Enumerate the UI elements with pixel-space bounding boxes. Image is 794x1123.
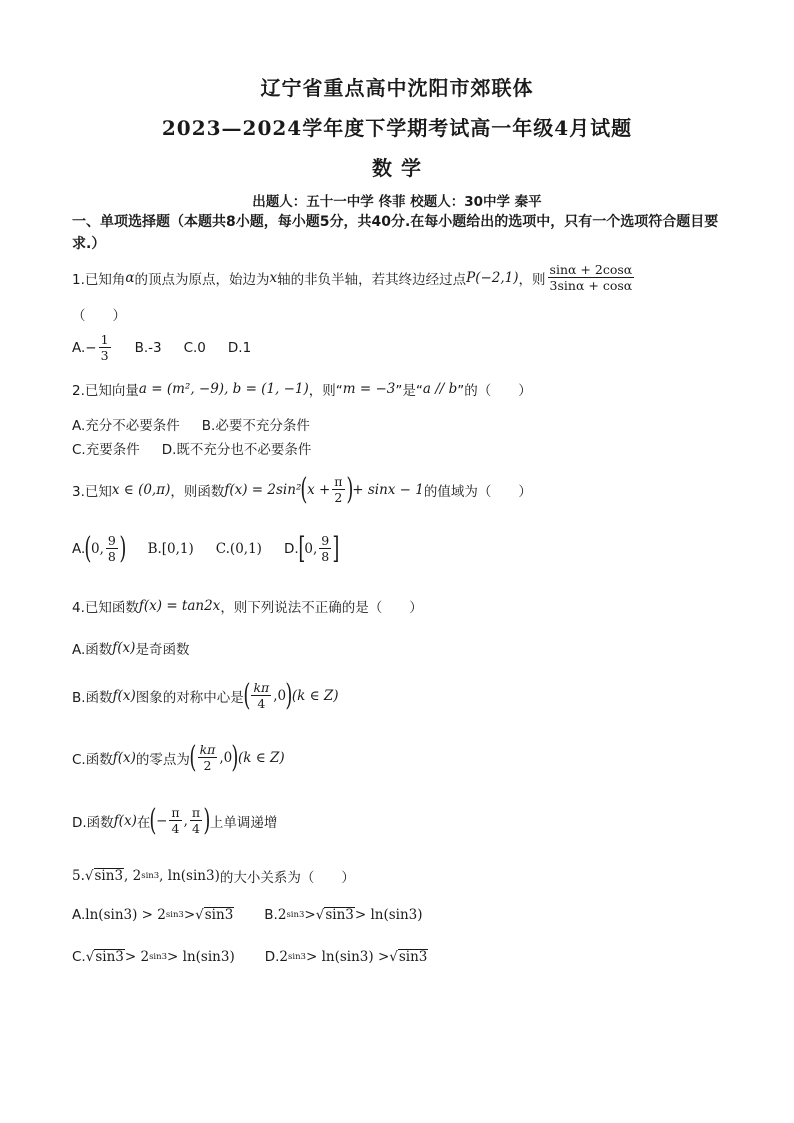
q4-optD-frac1 <box>169 805 181 836</box>
q2-optB: B.必要不充分条件 <box>201 418 310 434</box>
title-term: 2023—2024学年度下学期考试高一年级4月试题 <box>161 116 633 140</box>
q4-optD-frac2 <box>190 805 202 836</box>
q2-text-b: ，则“ <box>308 383 343 399</box>
q4-optD-c: 上单调递增 <box>209 814 278 831</box>
q4-optC-den: 2 <box>203 758 212 773</box>
q1-answer-paren: （ ） <box>72 308 126 324</box>
q3-domain: x ∈ (0,π) <box>111 481 171 498</box>
q1-text-b: 的顶点为原点，始边为 <box>134 271 270 288</box>
q4-optD-den1: 4 <box>171 821 180 836</box>
question-3-stem <box>72 471 532 507</box>
q5-optC-sqrt: √ sin3 <box>85 949 124 965</box>
q4-optB-lparen: ( <box>243 677 251 713</box>
q3-two: 2 <box>334 490 343 505</box>
q4-optB-den: 4 <box>257 696 266 711</box>
q3-optA-zero: 0, <box>91 540 104 557</box>
q5-optA-gt: > <box>183 907 196 923</box>
q3-text-b: ，则函数 <box>170 483 225 500</box>
q5-optA-sqrt: √ sin3 <box>195 907 234 923</box>
q4-optC-b: 的零点为 <box>135 751 190 768</box>
q1-optD: D.1 <box>227 339 252 356</box>
q3-optA-lparen: ( <box>84 530 92 566</box>
q4-optC-f: f(x) <box>112 749 136 766</box>
q3-inner: x + <box>307 481 331 498</box>
q4-optA-f: f(x) <box>112 640 136 656</box>
q5-optD-exp: sin3 <box>288 952 306 962</box>
q2-options-ab <box>72 414 310 434</box>
q4-optD-b: 在 <box>136 814 151 831</box>
q3-optD-num: 9 <box>321 533 330 548</box>
q1-text-d: ，则 <box>518 271 546 288</box>
q4-optC-lparen: ( <box>189 739 197 775</box>
q3-optD-lbracket: [ <box>297 530 306 566</box>
q4-optC-a: C.函数 <box>72 751 113 768</box>
q4-optA-b: 是奇函数 <box>135 642 190 658</box>
q5-pow-base: , 2 <box>124 868 142 884</box>
q5-ln: , ln(sin3) <box>159 868 220 884</box>
q2-optC: C.充要条件 <box>72 442 140 458</box>
title-subject: 数 学 <box>372 156 422 180</box>
q2-parallel: a // b <box>422 381 458 397</box>
q5-optA-sqrt-rad: sin3 <box>204 907 234 923</box>
q2-vectors: a = (m², −9), b = (1, −1) <box>138 381 309 397</box>
q3-func-b: + sinx − 1 <box>352 481 424 498</box>
q3-text-c: 的值域为（ ） <box>423 483 532 500</box>
q1-alpha: α <box>125 269 135 286</box>
q3-optC: C.(0,1) <box>215 540 262 557</box>
q4-optD-f: f(x) <box>113 812 137 829</box>
q2-optA: A.充分不必要条件 <box>72 418 180 434</box>
q2-condition: m = −3 <box>342 381 396 397</box>
q2-text-d: ”的（ ） <box>457 383 532 399</box>
q1-optA-label: A.− <box>72 339 97 356</box>
q3-optB: B.[0,1) <box>147 540 194 557</box>
q4-optC-k: (k ∈ Z) <box>238 749 285 766</box>
q5-options-cd <box>72 949 428 965</box>
q5-optA-exp: sin3 <box>165 910 184 920</box>
q5-optB-sqrt-rad: sin3 <box>325 907 354 923</box>
q4-optC <box>72 739 285 775</box>
q1-optA-den: 3 <box>100 348 109 363</box>
q5-optC-label: C. <box>72 949 86 965</box>
q4-optB-f: f(x) <box>112 687 136 704</box>
title-school: 辽宁省重点高中沈阳市郊联体 <box>260 76 534 100</box>
q4-optA <box>72 638 189 658</box>
q1-options <box>72 332 251 363</box>
q2-options-cd <box>72 438 311 458</box>
question-1-stem <box>72 262 636 293</box>
q1-frac-num: sinα + 2cosα <box>549 262 633 277</box>
q3-optD-frac <box>319 533 331 564</box>
q1-optA-frac <box>99 332 111 363</box>
q5-prefix: 5. <box>72 868 85 884</box>
q3-lparen: ( <box>300 471 308 507</box>
q2-text-a: 2.已知向量 <box>72 383 139 399</box>
q4-optB-num: kπ <box>253 680 270 695</box>
q4-optB-tail: ,0 <box>273 687 287 704</box>
q1-text-c: 轴的非负半轴，若其终边经过点 <box>277 271 467 288</box>
q4-optD <box>72 802 278 838</box>
q4-func: f(x) = tan2x <box>138 598 221 614</box>
q4-optD-a: D.函数 <box>72 814 114 831</box>
q1-frac-den: 3sinα + cosα <box>549 278 633 293</box>
q2-text-c: ”是“ <box>395 383 423 399</box>
q4-optB-rparen: ) <box>285 677 293 713</box>
q1-fraction <box>548 262 635 293</box>
q5-optA-label: A. <box>72 907 86 923</box>
q1-optB: B.-3 <box>134 339 162 356</box>
q3-text-a: 3.已知 <box>72 483 112 500</box>
q1-optC: C.0 <box>183 339 206 356</box>
q5-optC-ln: > ln(sin3) <box>167 949 235 965</box>
q3-optD-label: D. <box>283 540 299 557</box>
q4-optB-a: B.函数 <box>72 689 113 706</box>
q3-pi-over-2 <box>332 474 344 505</box>
q4-optA-a: A.函数 <box>72 642 113 658</box>
q5-stem: 的大小关系为（ ） <box>219 870 355 886</box>
q5-pow-exp: sin3 <box>141 871 160 881</box>
q3-optD-den: 8 <box>321 549 330 564</box>
q3-options <box>72 530 340 566</box>
q5-optD-sqrt-rad: sin3 <box>398 949 428 965</box>
q5-optB-ln: > ln(sin3) <box>354 907 423 923</box>
q5-optB-sqrt: √ sin3 <box>315 907 354 923</box>
q5-optB-label: B. <box>264 907 278 923</box>
q3-optA-frac <box>106 533 118 564</box>
q4-optD-num1: π <box>171 805 180 820</box>
q4-optB-b: 图象的对称中心是 <box>135 689 244 706</box>
q1-x: x <box>269 269 278 286</box>
q4-optB-k: (k ∈ Z) <box>291 687 339 704</box>
q3-pi: π <box>334 474 343 489</box>
q5-optB-gt: > <box>304 907 316 923</box>
q4-optC-frac <box>198 742 218 773</box>
q3-optA-label: A. <box>72 540 86 557</box>
q5-sqrt: √ sin3 <box>84 868 124 884</box>
authors-line: 出题人：五十一中学 佟菲 校题人：30中学 秦平 <box>252 194 542 210</box>
q3-optD-rbracket: ] <box>332 530 340 566</box>
question-5-stem <box>72 866 355 886</box>
q3-func-a: f(x) = 2sin² <box>224 481 302 498</box>
q4-text-b: ，则下列说法不正确的是（ ） <box>220 600 423 616</box>
q4-optB <box>72 677 339 713</box>
q1-point: P(−2,1) <box>466 269 519 286</box>
q5-optD-sqrt: √ sin3 <box>389 949 428 965</box>
q4-optC-tail: ,0 <box>219 749 233 766</box>
q5-optD-ln: > ln(sin3) > <box>305 949 390 965</box>
q4-optD-comma: , <box>183 812 188 829</box>
section-heading: 一、单项选择题（本题共8小题，每小题5分，共40分.在每小题给出的选项中，只有一个选项符合题目要求.） <box>72 214 719 252</box>
q4-optC-rparen: ) <box>231 739 239 775</box>
q4-optD-num2: π <box>191 805 201 820</box>
q5-optD-base: 2 <box>279 949 288 965</box>
q4-optD-lparen: ( <box>149 802 157 838</box>
q3-optD-zero: 0, <box>304 540 318 557</box>
q1-text-a: 1.已知角 <box>72 271 126 288</box>
q4-optC-num: kπ <box>199 742 216 757</box>
q5-optA-ln: ln(sin3) > 2 <box>85 907 166 923</box>
q3-rparen: ) <box>345 471 353 507</box>
q4-optD-neg: − <box>156 812 168 829</box>
q5-options-ab <box>72 907 423 923</box>
q4-text-a: 4.已知函数 <box>72 600 139 616</box>
question-2-stem <box>72 379 532 399</box>
q3-optA-den: 8 <box>107 549 116 564</box>
q5-optC-sqrt-rad: sin3 <box>95 949 124 965</box>
q5-sqrt-rad: sin3 <box>94 868 124 884</box>
question-4-stem <box>72 596 423 616</box>
q5-optD-label: D. <box>264 949 280 965</box>
q3-optA-num: 9 <box>107 533 116 548</box>
q5-optB-base: 2 <box>277 907 287 923</box>
q3-optA-rparen: ) <box>119 530 127 566</box>
q5-optB-exp: sin3 <box>286 910 305 920</box>
q4-optD-rparen: ) <box>203 802 211 838</box>
q1-optA-num: 1 <box>100 332 109 347</box>
q5-optC-exp: sin3 <box>149 952 168 962</box>
q2-optD: D.既不充分也不必要条件 <box>161 442 312 458</box>
q5-optC-gt: > 2 <box>124 949 150 965</box>
q4-optD-den2: 4 <box>192 821 200 836</box>
q4-optB-frac <box>251 680 271 711</box>
